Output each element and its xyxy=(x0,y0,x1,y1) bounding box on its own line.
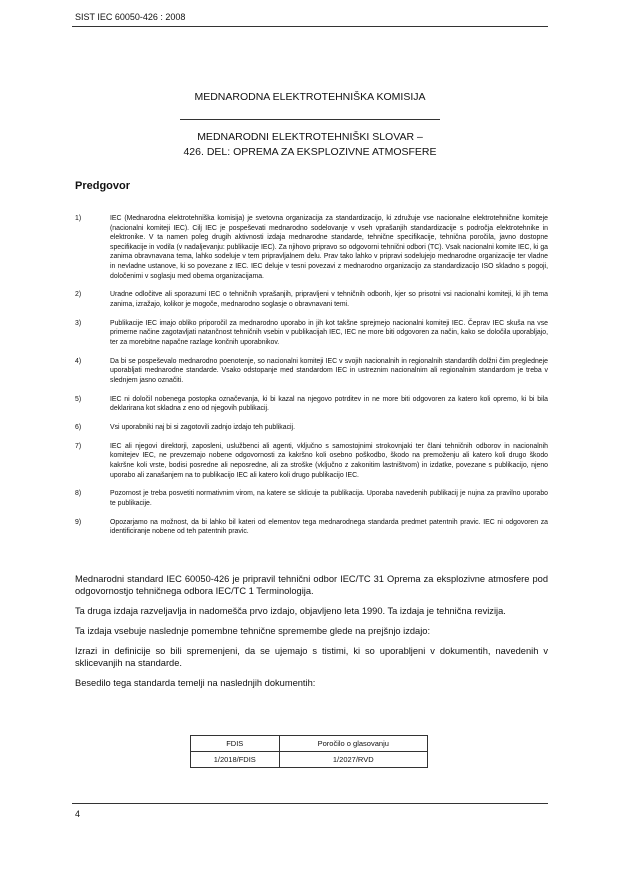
documents-table xyxy=(190,735,428,768)
item-number: 5) xyxy=(75,395,82,403)
item-number: 4) xyxy=(75,357,82,365)
title-line-2: 426. DEL: OPREMA ZA EKSPLOZIVNE ATMOSFERE xyxy=(183,146,437,158)
footer-rule xyxy=(72,803,548,804)
list-item xyxy=(75,290,548,309)
list-item xyxy=(75,489,548,508)
header-rule xyxy=(72,26,548,27)
paragraph: Besedilo tega standarda temelji na naslednjih dokumentih: xyxy=(75,678,316,688)
item-text: IEC ali njegovi direktorji, zaposleni, uslužbenci ali agenti, vključno s samostojnimi strokovnjaki ter člani tehničnih odborov in nacionalnih komitejev IEC, ne prevzemajo nobene odgovornosti za kakršno koli osebno poškodbo, škodo na premoženju ali katero koli drugo škodo kakršne koli vrste, bodisi posredne ali neposredne, ali za stroške (vključno z zakonitim lastništvom) in izdatke, povezane s publikacijo, njeno uporabo ali zanašanjem na to publikacijo IEC ali katero koli drugo publikacijo IEC. xyxy=(110,442,548,479)
item-number: 7) xyxy=(75,442,82,450)
table-header-row xyxy=(191,736,428,752)
table-cell: 1/2027/RVD xyxy=(279,752,427,768)
table-header-cell: Poročilo o glasovanju xyxy=(279,736,427,752)
paragraph: Mednarodni standard IEC 60050-426 je pripravil tehnični odbor IEC/TC 31 Oprema za eksplozivne atmosfere pod odgovornostjo tehničnega odbora IEC/TC 1 Terminologija. xyxy=(75,574,548,596)
item-text: IEC ni določil nobenega postopka označevanja, ki bi kazal na njegovo potrditev in ne more biti odgovoren za katero koli opremo, ki bi bila deklarirana kot skladna z eno od njegovih publikacij. xyxy=(110,395,548,413)
item-number: 6) xyxy=(75,424,82,432)
table-cell: 1/2018/FDIS xyxy=(191,752,280,768)
body-paragraphs xyxy=(75,573,548,697)
running-header: SIST IEC 60050-426 : 2008 xyxy=(75,12,186,22)
paragraph: Ta izdaja vsebuje naslednje pomembne tehnične spremembe glede na prejšnjo izdajo: xyxy=(75,626,431,636)
item-text: Uradne odločitve ali sporazumi IEC o tehničnih vprašanjih, pripravljeni v tehničnih odborih, kjer so prisotni vsi nacionalni komiteji, ki jih tema zanima, izražajo, kolikor je mogoče, mednarodno soglasje o obravnavani temi. xyxy=(110,291,548,308)
item-number: 8) xyxy=(75,490,82,498)
table-header-cell: FDIS xyxy=(191,736,280,752)
organization-name: MEDNARODNA ELEKTROTEHNIŠKA KOMISIJA xyxy=(194,91,426,103)
title-rule xyxy=(180,119,440,120)
item-number: 2) xyxy=(75,291,82,299)
foreword-list xyxy=(75,214,548,546)
item-text: Da bi se pospeševalo mednarodno poenotenje, so nacionalni komiteji IEC v svojih nacionalnih in regionalnih standardih dolžni čim pregledneje uporabljati mednarodne standarde. Vsako odstopanje med standardom IEC in ustreznim nacionalnim ali regionalnim standardom je treba v slednjem jasno označiti. xyxy=(110,357,548,384)
list-item xyxy=(75,423,548,433)
list-item xyxy=(75,357,548,386)
title-line-1: MEDNARODNI ELEKTROTEHNIŠKI SLOVAR – xyxy=(197,131,423,143)
paragraph: Ta druga izdaja razveljavlja in nadomešča prvo izdajo, objavljeno leta 1990. Ta izdaja je tehnična revizija. xyxy=(75,606,506,616)
list-item xyxy=(75,214,548,281)
table-row xyxy=(191,752,428,768)
item-number: 1) xyxy=(75,215,82,222)
item-text: Vsi uporabniki naj bi si zagotovili zadnjo izdajo teh publikacij. xyxy=(110,424,296,432)
page-number: 4 xyxy=(75,809,81,819)
list-item xyxy=(75,395,548,414)
item-number: 9) xyxy=(75,518,82,526)
paragraph: Izrazi in definicije so bili spremenjeni, da se ujemajo s tistimi, ki so uporabljeni v dokumentih, navedenih v sklicevanjih na standarde. xyxy=(75,646,548,668)
item-text: Pozornost je treba posvetiti normativnim virom, na katere se sklicuje ta publikacija. Uporaba navedenih publikacij je nujna za pravilno uporabo te publikacije. xyxy=(110,490,548,507)
list-item xyxy=(75,518,548,537)
list-item xyxy=(75,319,548,348)
item-text: Opozarjamo na možnost, da bi lahko bil kateri od elementov tega mednarodnega standarda predmet patentnih pravic. IEC ni odgovoren za identificiranje nobene od teh patentnih pravic. xyxy=(110,518,548,536)
item-text: IEC (Mednarodna elektrotehniška komisija) je svetovna organizacija za standardizacijo, ki združuje vse nacionalne elektrotehnične komiteje (nacionalni komiteji IEC). Cilj IEC je pospeševati mednarodno sodelovanje v vseh vprašanjih standardizacije s področja elektrotehnike in elektronike. V ta namen poleg drugih aktivnosti izdaja mednarodne standarde, tehnične specifikacije, tehnična poročila, javno dostopne specifikacije in vodila (v nadaljevanju: publikacije IEC). Za njihovo pripravo so odgovorni tehnični odbori (TC). Vsak nacionalni komite IEC, ki ga zanima obravnavana tema, lahko sodeluje v tem pripravljalnem delu. Prav tako lahko v pripravi sodelujejo mednarodne organizacije ter vladne in nevladne ustanove, ki so povezane z IEC. IEC deluje v tesni povezavi z mednarodno organizacijo za standardizacijo ISO skladno s pogoji, določenimi v soglasju med obema organizacijama. xyxy=(110,215,548,280)
list-item xyxy=(75,442,548,480)
section-heading: Predgovor xyxy=(75,180,131,192)
item-number: 3) xyxy=(75,319,82,327)
item-text: Publikacije IEC imajo obliko priporočil za mednarodno uporabo in jih kot takšne sprejmejo nacionalni komiteji IEC. Čeprav IEC skuša na vse primerne načine zagotavljati natančnost tehničnih vsebin v publikacijah IEC, IEC ne more biti odgovoren za način, kako se določila uporabljajo, ter za morebitne napačne razlage končnih uporabnikov. xyxy=(110,319,548,346)
